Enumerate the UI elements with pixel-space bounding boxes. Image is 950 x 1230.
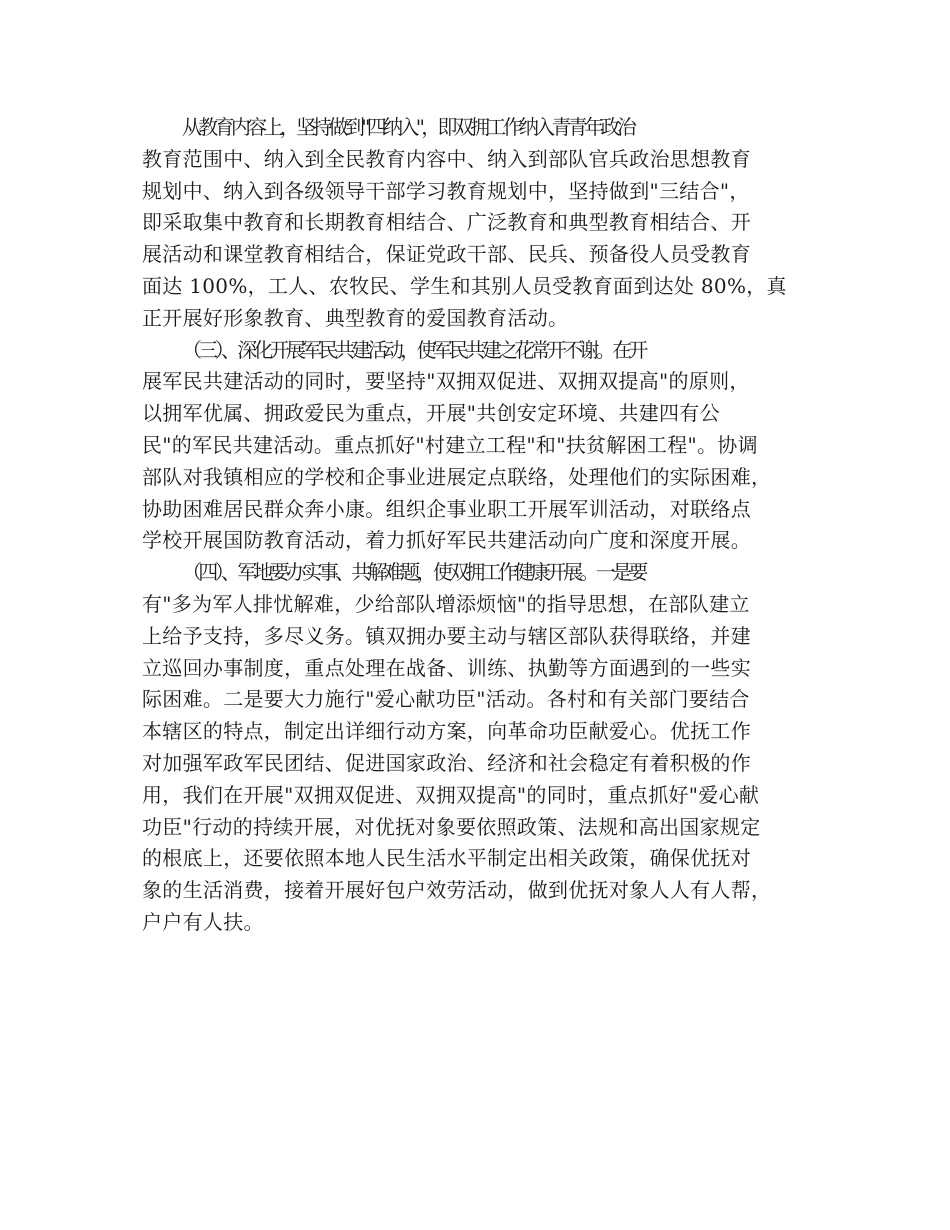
- text-line: 本辖区的特点，制定出详细行动方案，向革命功臣献爱心。优抚工作: [142, 719, 751, 744]
- text-line: 面达 100%，工人、农牧民、学生和其别人员受教育面到达处 80%，真: [142, 273, 787, 298]
- text-line: 上给予支持，多尽义务。镇双拥办要主动与辖区部队获得联络，并建: [142, 623, 751, 648]
- text-line: 对加强军政军民团结、促进国家政治、经济和社会稳定有着积极的作: [142, 750, 751, 775]
- text-line: 正开展好形象教育、典型教育的爱国教育活动。: [142, 305, 569, 330]
- text-line: 学校开展国防教育活动，着力抓好军民共建活动向广度和深度开展。: [142, 528, 751, 553]
- text-line: 展活动和课堂教育相结合，保证党政干部、民兵、预备役人员受教育: [142, 242, 751, 267]
- paragraph-section-three: [142, 335, 810, 558]
- text-line: 部队对我镇相应的学校和企事业进展定点联络，处理他们的实际困难，: [142, 464, 772, 489]
- text-line: 用，我们在开展"双拥双促进、双拥双提高"的同时，重点抓好"爱心献: [142, 782, 760, 807]
- text-line: 从教育内容上，坚持做到"四纳入"，即双拥工作纳入青青年政治: [182, 115, 634, 139]
- document-body: [142, 112, 810, 939]
- text-line: 民"的军民共建活动。重点抓好"村建立工程"和"扶贫解困工程"。协调: [142, 432, 758, 457]
- text-line: 教育范围中、纳入到全民教育内容中、纳入到部队官兵政治思想教育: [142, 146, 751, 171]
- text-line: （三）、深化开展军民共建活动，使军民共建之花常开不谢。在开: [182, 337, 645, 362]
- text-line: 以拥军优属、拥政爱民为重点，开展"共创安定环境、共建四有公: [142, 401, 720, 426]
- text-line: 即采取集中教育和长期教育相结合、广泛教育和典型教育相结合、开: [142, 210, 751, 235]
- text-line: 有"多为军人排忧解难，少给部队增添烦恼"的指导思想，在部队建立: [142, 591, 750, 616]
- text-line: 际困难。二是要大力施行"爱心献功臣"活动。各村和有关部门要结合: [142, 687, 750, 712]
- text-line: 立巡回办事制度，重点处理在战备、训练、执勤等方面遇到的一些实: [142, 655, 751, 680]
- text-line: 户户有人扶。: [142, 909, 264, 934]
- paragraph-education-content: [142, 112, 810, 335]
- text-line: 的根底上，还要依照本地人民生活水平制定出相关政策，确保优抚对: [142, 846, 751, 871]
- text-line: 展军民共建活动的同时，要坚持"双拥双促进、双拥双提高"的原则，: [142, 369, 750, 394]
- text-line: 协助困难居民群众奔小康。组织企事业职工开展军训活动，对联络点: [142, 496, 751, 521]
- text-line: 功臣"行动的持续开展，对优抚对象要依照政策、法规和高出国家规定: [142, 814, 761, 839]
- text-line: 象的生活消费，接着开展好包户效劳活动，做到优抚对象人人有人帮，: [142, 878, 772, 903]
- paragraph-section-four: [142, 557, 810, 939]
- text-line: （四）、军地要办实事、共解难题，使双拥工作健康开展。一是要: [182, 560, 645, 585]
- text-line: 规划中、纳入到各级领导干部学习教育规划中，坚持做到"三结合"，: [142, 178, 750, 203]
